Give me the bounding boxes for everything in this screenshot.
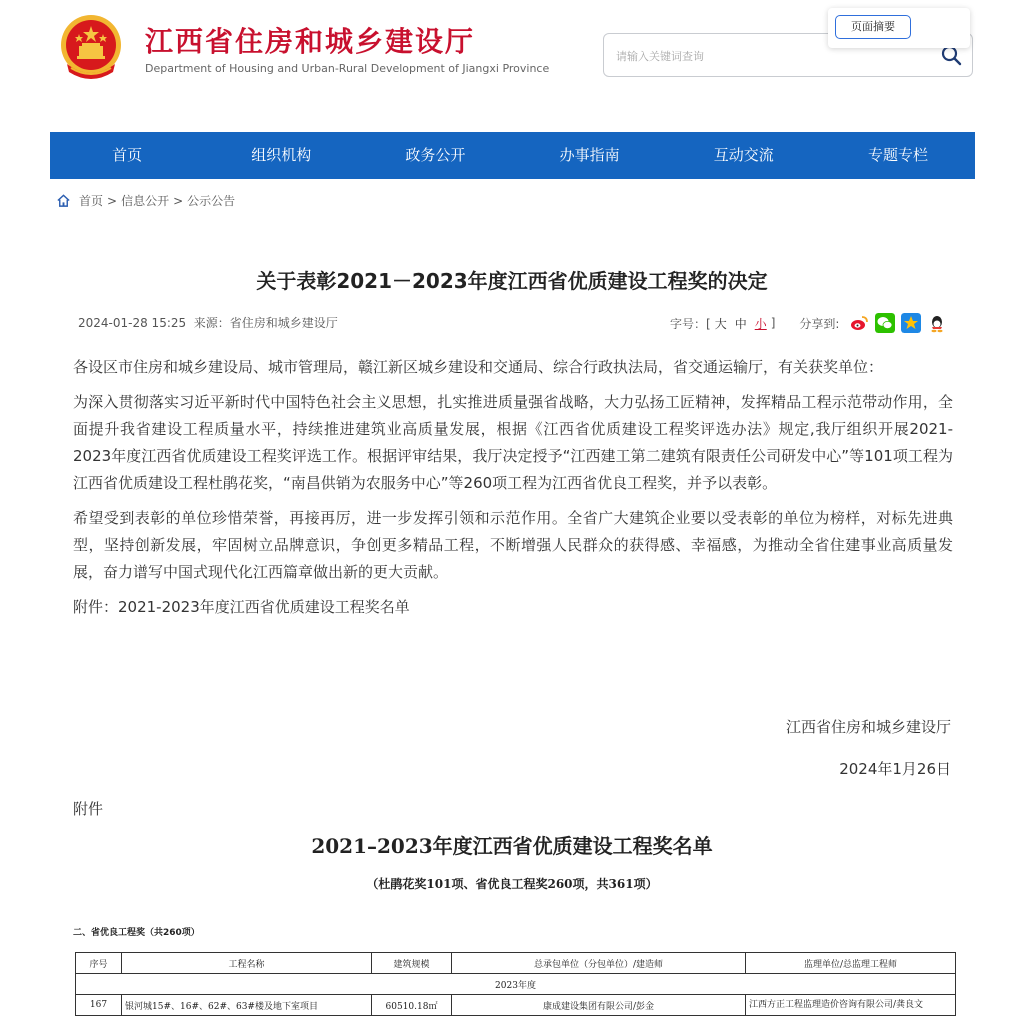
nav-item-government-affairs[interactable]: 政务公开 — [405, 146, 466, 164]
signing-organization: 江西省住房和城乡建设厅 — [785, 718, 951, 736]
article-paragraph: 为深入贯彻落实习近平新时代中国特色社会主义思想，扎实推进质量强省战略，大力弘扬工匠精神，发挥精品工程示范带动作用，全面提升我省建设工程质量水平，持续推进建筑业高质量发展，根据《江西省优质建设工程奖评选办法》规定,我厅组织开展2021-2023年度江西省优质建设工程奖评选工作。根据评审结果，我厅决定授予“江西建工第二建筑有限责任公司研发中心”等101项工程为江西省优质建设工程杜鹃花奖，“南昌供销为农服务中心”等260项工程为江西省优良工程奖，并予以表彰。 — [73, 393, 953, 492]
breadcrumb-separator: > — [107, 193, 118, 208]
article-title: 关于表彰2021－2023年度江西省优质建设工程奖的决定 — [256, 269, 768, 293]
table-row — [76, 995, 956, 1016]
source-label: 来源： — [193, 316, 230, 330]
column-header: 工程名称 — [122, 953, 372, 974]
article-datetime: 2024-01-28 15:25 — [78, 316, 187, 330]
site-header — [0, 0, 1024, 132]
year-cell: 2023年度 — [76, 974, 956, 995]
article-source: 省住房和城乡建设厅 — [229, 316, 338, 330]
attachment-subtitle: （杜鹃花奖101项、省优良工程奖260项，共361项） — [366, 877, 658, 891]
column-header: 总承包单位（分包单位）/建造师 — [452, 953, 746, 974]
home-icon — [56, 193, 71, 208]
wechat-share-icon[interactable] — [875, 313, 895, 333]
section-label: 二、省优良工程奖（共260项） — [73, 928, 200, 938]
column-header: 序号 — [76, 953, 122, 974]
share-label: 分享到: — [799, 316, 840, 331]
site-title: 江西省住房和城乡建设厅 — [145, 25, 476, 58]
main-nav — [50, 132, 975, 179]
site-subtitle: Department of Housing and Urban-Rural Development of Jiangxi Province — [145, 62, 550, 75]
nav-item-home[interactable]: 首页 — [112, 146, 143, 164]
awards-table — [75, 952, 956, 1016]
table-cell: 167 — [76, 995, 122, 1016]
article-meta — [78, 314, 338, 331]
attachment-label: 附件 — [73, 800, 104, 818]
attachment-title: 2021–2023年度江西省优质建设工程奖名单 — [311, 834, 713, 858]
weibo-share-icon[interactable] — [849, 313, 869, 333]
article-body — [73, 354, 953, 629]
nav-item-interaction[interactable]: 互动交流 — [713, 146, 774, 164]
year-row — [76, 974, 956, 995]
signing-date: 2024年1月26日 — [839, 760, 951, 778]
breadcrumb-separator: > — [173, 193, 184, 208]
nav-item-service-guide[interactable]: 办事指南 — [559, 146, 620, 164]
font-size-label: 字号：[ — [670, 316, 711, 331]
table-header-row — [76, 953, 956, 974]
qzone-share-icon[interactable] — [901, 313, 921, 333]
article-tools — [670, 313, 953, 333]
breadcrumb-notices[interactable]: 公示公告 — [187, 194, 236, 208]
nav-item-special-topics[interactable]: 专题专栏 — [867, 146, 928, 164]
page-summary-button[interactable]: 页面摘要 — [835, 15, 911, 39]
font-size-medium[interactable]: 中 — [734, 316, 747, 331]
breadcrumb-home[interactable]: 首页 — [79, 194, 104, 208]
table-cell: 江西方正工程监理造价咨询有限公司/龚良文 — [746, 995, 956, 1016]
attachment-reference: 附件：2021-2023年度江西省优质建设工程奖名单 — [73, 598, 410, 616]
table-cell: 银河城15#、16#、62#、63#楼及地下室项目 — [122, 995, 372, 1016]
nav-item-organization[interactable]: 组织机构 — [251, 146, 312, 164]
breadcrumb — [56, 192, 235, 209]
article-paragraph: 希望受到表彰的单位珍惜荣誉，再接再厉，进一步发挥引领和示范作用。全省广大建筑企业要以受表彰的单位为榜样，对标先进典型，坚持创新发展，牢固树立品牌意识，争创更多精品工程，不断增强人民群众的获得感、幸福感，为推动全省住建事业高质量发展，奋力谱写中国式现代化江西篇章做出新的更大贡献。 — [73, 509, 953, 581]
font-size-close: ] — [770, 316, 776, 330]
font-size-small[interactable]: 小 — [754, 316, 767, 331]
table-cell: 康成建设集团有限公司/彭金 — [452, 995, 746, 1016]
national-emblem-icon — [57, 12, 125, 84]
table-cell: 60510.18㎡ — [372, 995, 452, 1016]
qq-share-icon[interactable] — [927, 313, 947, 333]
breadcrumb-info-public[interactable]: 信息公开 — [121, 194, 170, 208]
article-paragraph: 各设区市住房和城乡建设局、城市管理局，赣江新区城乡建设和交通局、综合行政执法局，省交通运输厅，有关获奖单位： — [73, 358, 884, 376]
column-header: 建筑规模 — [372, 953, 452, 974]
column-header: 监理单位/总监理工程师 — [746, 953, 956, 974]
font-size-large[interactable]: 大 — [714, 316, 727, 331]
page-summary-popup — [828, 8, 970, 48]
